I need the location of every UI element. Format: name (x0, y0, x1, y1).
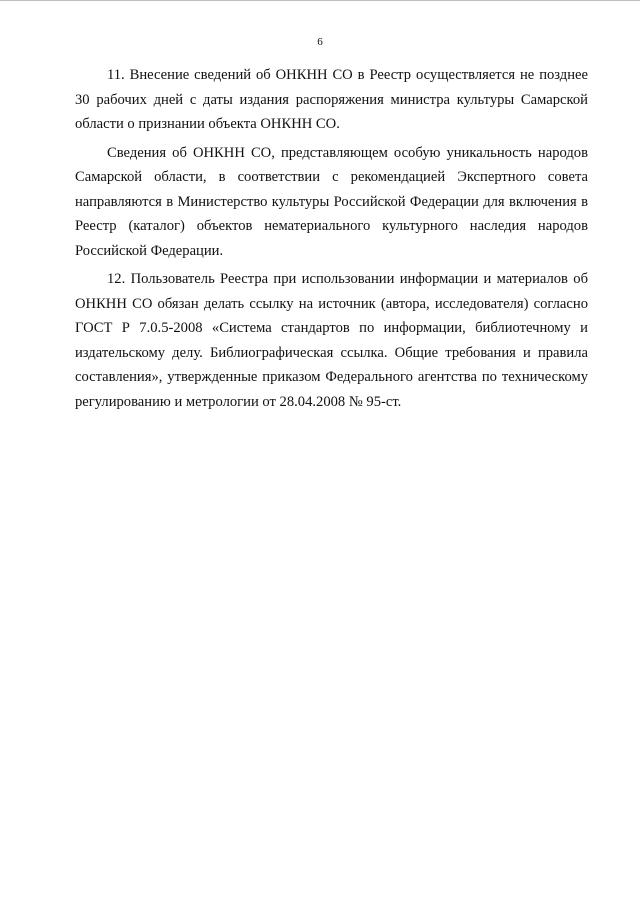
paragraph-information-submission: Сведения об ОНКНН СО, представляющем особую уникальность народов Самарской области, в соответствии с рекомендацией Экспертного совета направляются в Министерство культуры Российской Федерации для включения в Реестр (каталог) объектов нематериального культурного наследия народов Российской Федерации. (75, 144, 588, 259)
document-body (75, 63, 588, 414)
page-number: 6 (317, 36, 323, 48)
paragraph-item-11: 11. Внесение сведений об ОНКНН СО в Реестр осуществляется не позднее 30 рабочих дней с даты издания распоряжения министра культуры Самарской области о признании объекта ОНКНН СО. (75, 67, 588, 132)
paragraph-item-12: 12. Пользователь Реестра при использовании информации и материалов об ОНКНН СО обязан делать ссылку на источник (автора, исследователя) согласно ГОСТ Р 7.0.5-2008 «Система стандартов по информации, библиотечному и издательскому делу. Библиографическая ссылка. Общие требования и правила составления», утвержденные приказом Федерального агентства по техническому регулированию и метрологии от 28.04.2008 № 95-ст. (75, 271, 588, 410)
